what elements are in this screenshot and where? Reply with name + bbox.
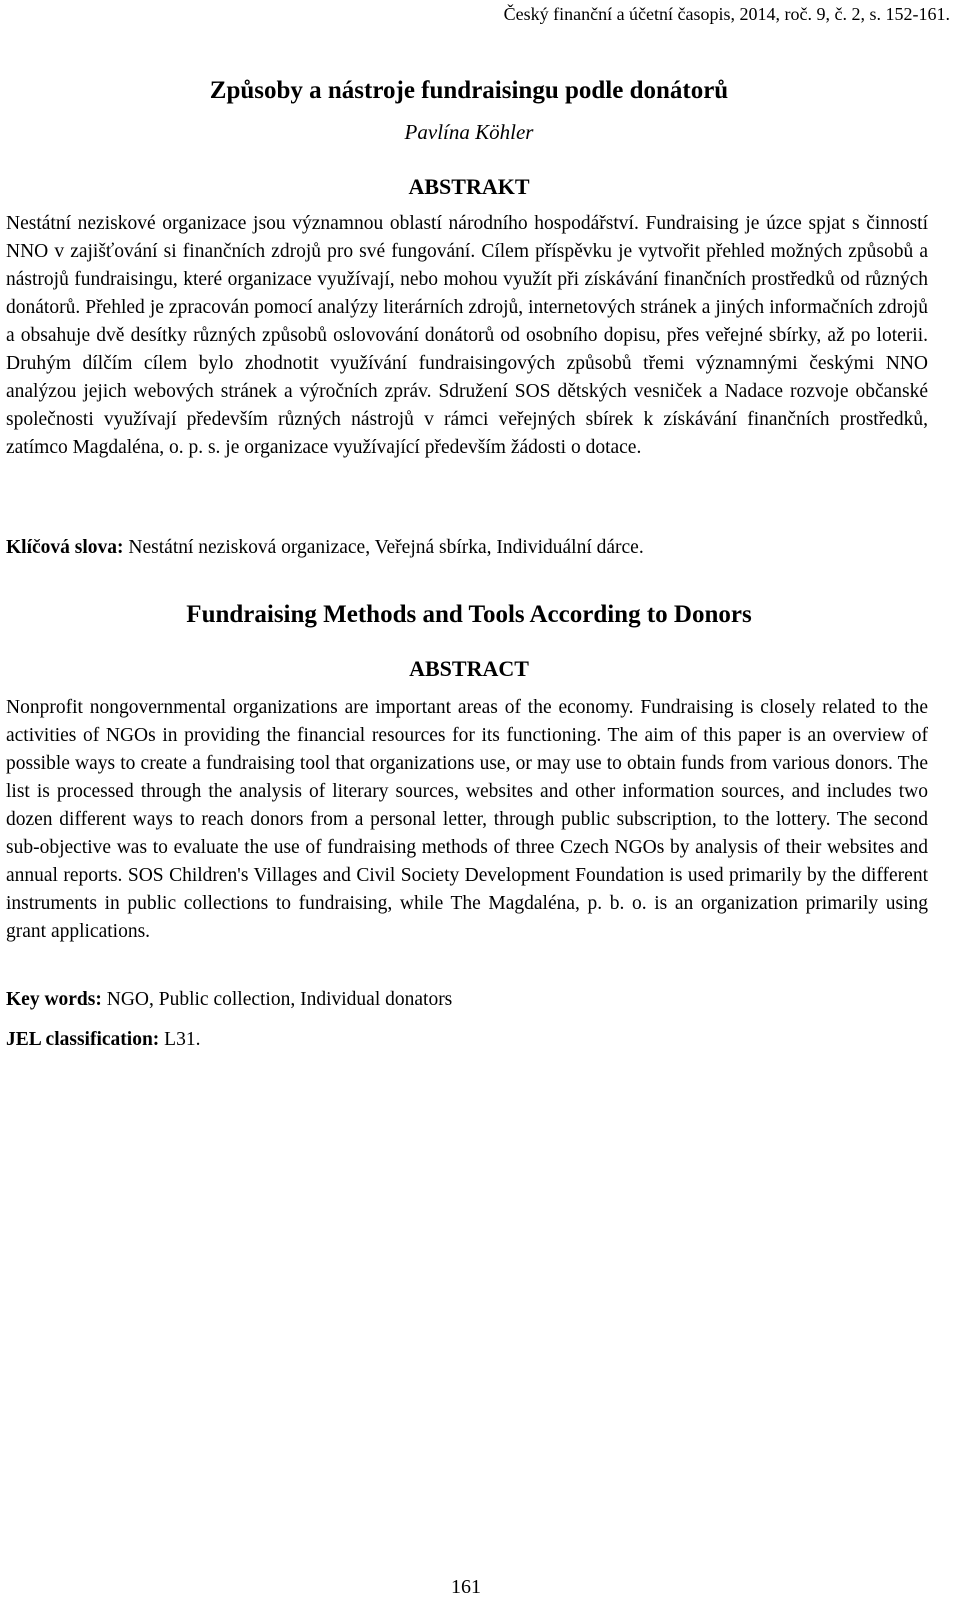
abstract-text-cs: Nestátní neziskové organizace jsou významnou oblastí národního hospodářství. Fundraising je úzce spjat s činností NNO v zajišťování si finančních zdrojů pro své fungování. Cílem příspěvku je vytvořit přehled možných způsobů a nástrojů fundraisingu, které organizace využívají, nebo mohou využít při získávání finančních prostředků od různých donátorů. Přehled je zpracován pomocí analýzy literárních zdrojů, internetových stránek a jiných informačních zdrojů a obsahuje dvě desítky různých způsobů oslovování donátorů od osobního dopisu, přes veřejné sbírky, až po loterii. Druhým dílčím cílem bylo zhodnotit využívání fundraisingových způsobů třemi významnými českými NNO analýzou jejich webových stránek a výročních zpráv. Sdružení SOS dětských vesniček a Nadace rozvoje občanské společnosti využívají především různých nástrojů v rámci veřejných sbírek k získávání finančních prostředků, zatímco Magdaléna, o. p. s. je organizace využívající především žádosti o dotace.	[6, 213, 928, 458]
keywords-cs	[6, 534, 928, 562]
keywords-en	[6, 986, 928, 1014]
page-number: 161	[451, 1576, 481, 1598]
paper-title-en: Fundraising Methods and Tools According to Donors	[186, 601, 752, 628]
paper-title-cs: Způsoby a nástroje fundraisingu podle donátorů	[209, 77, 729, 104]
abstract-heading-cs: ABSTRAKT	[408, 174, 530, 199]
author-name: Pavlína Köhler	[404, 120, 534, 144]
abstract-text-en: Nonprofit nongovernmental organizations are important areas of the economy. Fundraising is closely related to the activities of NGOs in providing the financial resources for its functioning. The aim of this paper is an overview of possible ways to create a fundraising tool that organizations use, or may use to obtain funds from various donors. The list is processed through the analysis of literary sources, websites and other information sources, and includes two dozen different ways to reach donors from a personal letter, through public subscription, to the lottery. The second sub-objective was to evaluate the use of fundraising methods of three Czech NGOs by analysis of their websites and annual reports. SOS Children's Villages and Civil Society Development Foundation is used primarily by the different instruments in public collections to fundraising, while The Magdaléna, p. b. o. is an organization primarily using grant applications.	[6, 697, 928, 942]
keywords-label-cs: Klíčová slova:	[6, 537, 124, 558]
keywords-value-cs: Nestátní nezisková organizace, Veřejná sbírka, Individuální dárce.	[128, 537, 644, 558]
journal-citation: Český finanční a účetní časopis, 2014, roč. 9, č. 2, s. 152-161.	[503, 4, 950, 24]
jel-classification	[6, 1026, 928, 1054]
keywords-value-en: NGO, Public collection, Individual donators	[106, 989, 453, 1010]
keywords-label-en: Key words:	[6, 989, 102, 1010]
jel-value: L31.	[164, 1029, 201, 1050]
jel-label: JEL classification:	[6, 1029, 160, 1050]
abstract-heading-en: ABSTRACT	[409, 656, 529, 681]
